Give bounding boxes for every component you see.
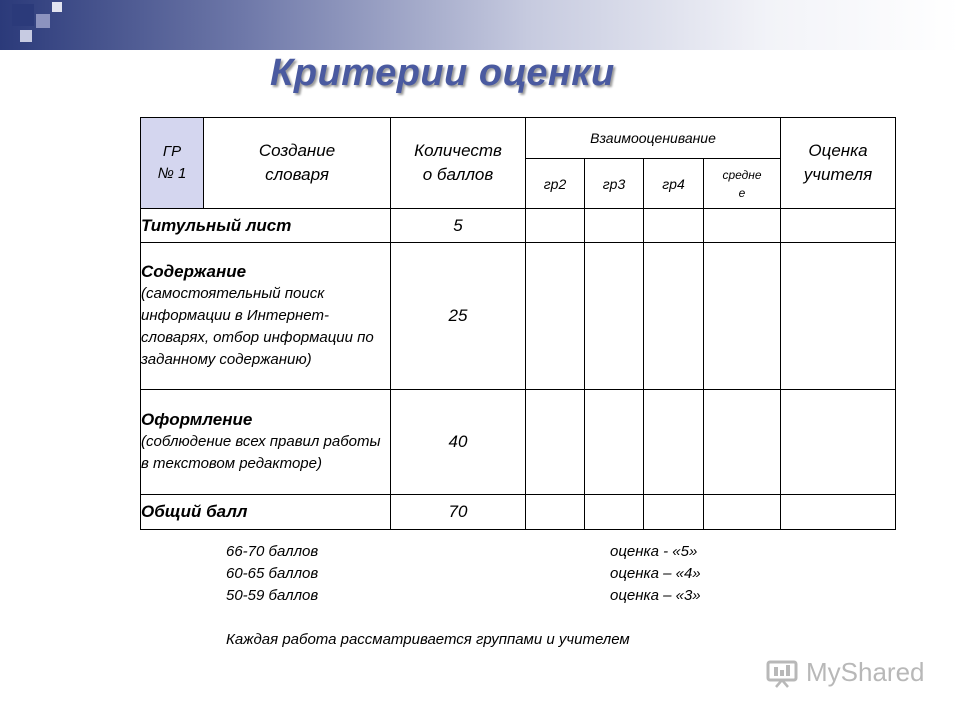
header-average — [704, 159, 781, 209]
row-content-cell — [141, 243, 391, 390]
empty-cell — [644, 209, 704, 243]
watermark — [766, 657, 925, 688]
table-row — [141, 243, 896, 390]
header-gr2: гр2 — [526, 159, 585, 209]
row-label-title-page: Титульный лист — [141, 209, 391, 243]
header-gr3: гр3 — [585, 159, 644, 209]
row-value: 70 — [391, 495, 526, 530]
empty-cell — [644, 390, 704, 495]
empty-cell — [704, 390, 781, 495]
header-teacher — [781, 118, 896, 209]
footnote: Каждая работа рассматривается группами и учителем — [226, 631, 630, 648]
table-row — [141, 495, 896, 530]
legend-range: 50-59 баллов — [226, 587, 319, 604]
legend-grade: оценка – «4» — [610, 565, 701, 582]
group-number: № 1 — [157, 165, 187, 182]
row-label-total: Общий балл — [141, 495, 391, 530]
header-gradient-bar — [0, 0, 960, 50]
empty-cell — [526, 209, 585, 243]
deco-square — [52, 2, 62, 12]
criteria-table — [140, 117, 896, 530]
header-teacher-line1: Оценка — [808, 141, 868, 160]
header-average-line1: средне — [722, 167, 762, 182]
empty-cell — [781, 209, 896, 243]
table-row — [141, 209, 896, 243]
table-header-row — [141, 118, 896, 159]
row-title-design: Оформление — [141, 410, 253, 429]
header-points-line2: о баллов — [422, 165, 494, 184]
row-desc-design: (соблюдение всех правил работы в текстовом редакторе) — [141, 433, 381, 472]
row-value: 5 — [391, 209, 526, 243]
empty-cell — [585, 209, 644, 243]
header-points-line1: Количеств — [414, 141, 502, 160]
header-gr4: гр4 — [644, 159, 704, 209]
empty-cell — [704, 243, 781, 390]
legend-range: 60-65 баллов — [226, 565, 319, 582]
deco-square — [36, 14, 50, 28]
empty-cell — [526, 243, 585, 390]
empty-cell — [781, 243, 896, 390]
row-value: 40 — [391, 390, 526, 495]
legend-range: 66-70 баллов — [226, 543, 319, 560]
deco-square — [20, 30, 32, 42]
empty-cell — [781, 495, 896, 530]
empty-cell — [704, 495, 781, 530]
legend-row — [226, 541, 746, 563]
header-dictionary-line1: Создание — [258, 141, 336, 160]
empty-cell — [644, 495, 704, 530]
empty-cell — [704, 209, 781, 243]
row-content-cell — [141, 390, 391, 495]
group-label: ГР — [162, 143, 182, 160]
grading-legend — [226, 541, 746, 607]
header-points — [391, 118, 526, 209]
header-dictionary-line2: словаря — [265, 165, 329, 184]
row-title-content: Содержание — [141, 262, 247, 281]
empty-cell — [644, 243, 704, 390]
header-teacher-line2: учителя — [803, 165, 873, 184]
header-peer-assessment: Взаимооценивание — [526, 118, 781, 159]
row-desc-content: (самостоятельный поиск информации в Интернет-словарях, отбор информации по заданному содержанию) — [141, 285, 374, 368]
table-row — [141, 390, 896, 495]
header-dictionary — [204, 118, 391, 209]
legend-row — [226, 563, 746, 585]
empty-cell — [526, 390, 585, 495]
group-header-cell — [141, 118, 204, 209]
empty-cell — [781, 390, 896, 495]
legend-row — [226, 585, 746, 607]
watermark-text: MyShared — [806, 657, 925, 687]
empty-cell — [585, 495, 644, 530]
empty-cell — [585, 390, 644, 495]
empty-cell — [526, 495, 585, 530]
deco-square — [12, 4, 34, 26]
header-average-line2: е — [738, 185, 746, 200]
presentation-icon — [766, 658, 800, 688]
legend-grade: оценка – «3» — [610, 587, 701, 604]
row-value: 25 — [391, 243, 526, 390]
empty-cell — [585, 243, 644, 390]
legend-grade: оценка - «5» — [610, 543, 698, 560]
page-title: Критерии оценки — [270, 52, 615, 94]
